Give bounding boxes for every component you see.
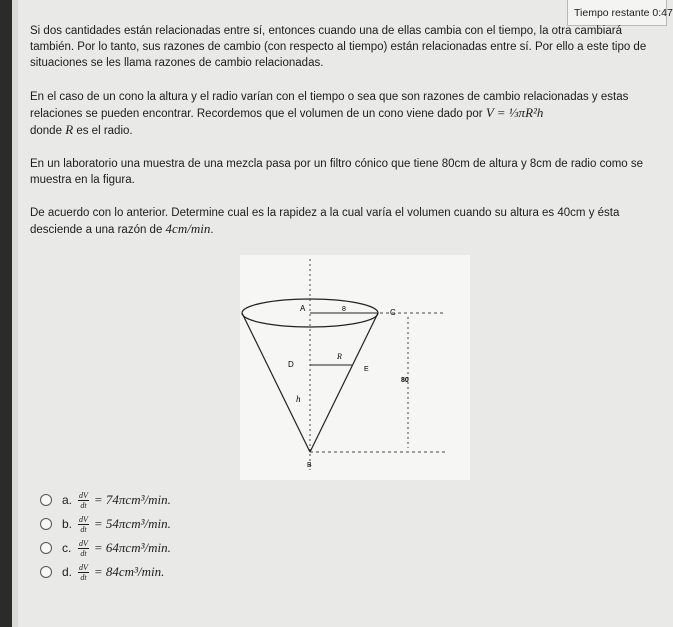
label-h: h <box>296 394 301 404</box>
question-paragraph-1 <box>30 23 657 80</box>
option-b-letter: b. <box>62 517 73 531</box>
label-80: 80 <box>401 377 409 384</box>
question-paragraph-3 <box>30 156 657 197</box>
option-d-letter: d. <box>62 565 73 579</box>
label-8: 8 <box>342 306 346 313</box>
option-d-expression: = 84cm³/min. <box>93 564 165 579</box>
question-paragraph-4: De acuerdo con lo anterior. Determine cual es la rapidez a la cual varía el volumen cuando su altura es 40cm y ésta desciende a una razón de 4cm/min. <box>30 207 620 236</box>
cone-figure <box>240 255 470 480</box>
label-R: R <box>337 352 342 361</box>
option-d-radio[interactable] <box>40 566 52 578</box>
cone-text: En el caso de un cono la altura y el radio varían con el tiempo o sea que son razones de cambio relacionadas y estas relaciones se pueden encontrar. Recordemos que el volumen de un cono viene dado por <box>30 91 629 120</box>
figure-background <box>240 255 470 480</box>
label-C: C <box>390 308 396 317</box>
option-a-expression: = 74πcm³/min. <box>93 492 171 507</box>
option-a[interactable] <box>40 489 171 511</box>
option-b[interactable] <box>40 513 171 535</box>
radius-text-start: donde <box>30 125 66 137</box>
time-remaining: Tiempo restante 0:47 <box>567 0 667 26</box>
option-c-expression: = 64πcm³/min. <box>93 540 171 555</box>
option-a-radio[interactable] <box>40 494 52 506</box>
option-b-radio[interactable] <box>40 518 52 530</box>
option-a-letter: a. <box>62 493 73 507</box>
option-a-derivative: $\frac{dV}{dt}$ <box>79 490 88 510</box>
task-text: De acuerdo con lo anterior. Determine cual es la rapidez a la cual varía el volumen cuando su altura es 40cm y ésta desciende a una razón de <box>30 207 620 236</box>
radius-variable: R <box>65 122 74 137</box>
left-edge-bar <box>0 0 12 627</box>
question-paragraph-2 <box>30 89 657 148</box>
label-A: A <box>300 304 306 313</box>
option-d-derivative: $\frac{dV}{dt}$ <box>79 562 88 582</box>
label-E: E <box>364 366 369 373</box>
left-edge-shadow <box>12 0 18 627</box>
option-c-letter: c. <box>62 541 72 555</box>
option-c-radio[interactable] <box>40 542 52 554</box>
radius-text-end: es el radio. <box>73 125 133 137</box>
option-c[interactable] <box>40 537 171 559</box>
intro-text: Si dos cantidades están relacionadas entre sí, entonces cuando una de ellas cambia con el tiempo, la otra cambiará también. Por lo tanto, sus razones de cambio (con respecto al tiempo) están relacionadas entre sí. Por ello a este tipo de situaciones se les llama razones de cambio relacionadas. <box>30 25 647 69</box>
lab-text: En un laboratorio una muestra de una mezcla pasa por un filtro cónico que tiene 80cm de altura y 8cm de radio como se muestra en la figura. <box>30 158 644 186</box>
volume-formula: V = ⅓πR²h <box>485 105 544 120</box>
option-b-derivative: $\frac{dV}{dt}$ <box>79 514 88 534</box>
rate-value: 4cm/min <box>165 221 211 236</box>
label-D: D <box>288 360 294 369</box>
option-c-derivative: $\frac{dV}{dt}$ <box>79 538 88 558</box>
label-B: B <box>307 462 312 469</box>
option-d[interactable] <box>40 561 164 583</box>
option-b-expression: = 54πcm³/min. <box>93 516 171 531</box>
